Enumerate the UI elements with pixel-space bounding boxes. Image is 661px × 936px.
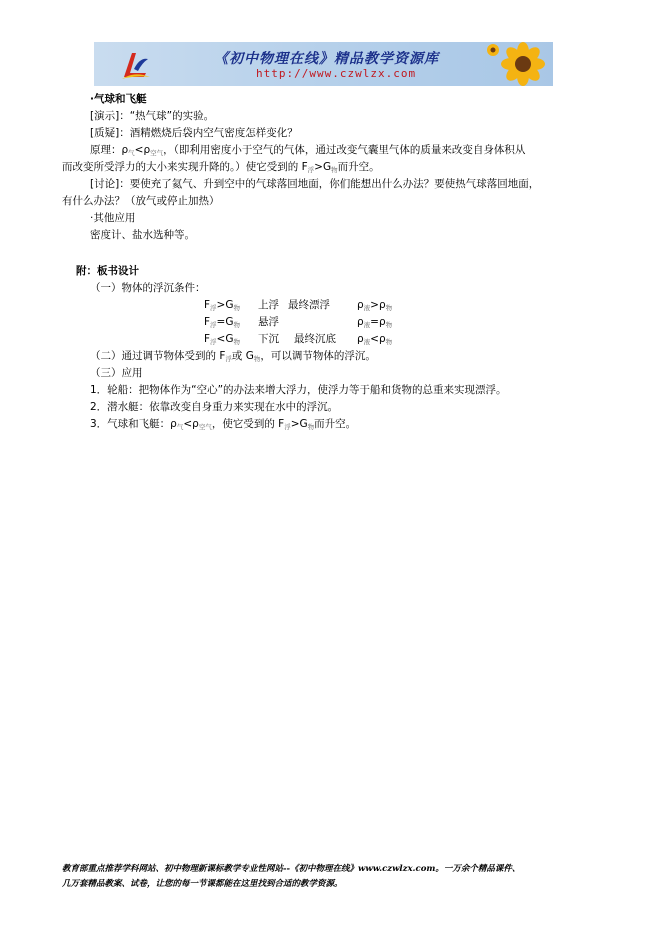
text-demo: [演示]：“热气球”的实验。 <box>90 110 215 122</box>
footer-line-1: 教育部重点推荐学科网站、初中物理新课标教学专业性网站--《初中物理在线》www.czwlzx.com。一万余个精品课件、 <box>62 864 521 874</box>
text-adjust-float: （二）通过调节物体受到的 $F_浮$或 $G_物$，可以调节物体的浮沉。 <box>90 350 376 363</box>
text-ship: 1．轮船：把物体作为“空心”的办法来增大浮力，使浮力等于船和货物的总重来实现漂浮。 <box>90 384 507 396</box>
banner-title: 《初中物理在线》精品教学资源库 <box>214 51 439 67</box>
sunflower-icon <box>483 42 551 86</box>
banner-url: http://www.czwlzx.com <box>256 67 417 80</box>
logo-icon <box>118 47 152 81</box>
footer-line-2: 几万套精品教案、试卷，让您的每一节课都能在这里找到合适的教学资源。 <box>62 879 343 889</box>
text-discussion-cont: 有什么办法？（放气或停止加热） <box>62 195 220 207</box>
text-balloon-airship: 3．气球和飞艇：$\rho_气<\rho_{空气}$，使它受到的 $F_浮>G_物$而升空。 <box>90 418 357 431</box>
text-float-conditions: （一）物体的浮沉条件： <box>90 282 206 294</box>
condition-row-1: $F_浮>G_物$ <box>204 299 240 312</box>
text-submarine: 2．潜水艇：依靠改变自身重力来实现在水中的浮沉。 <box>90 401 339 413</box>
text-discussion: [讨论]：要使充了氦气、升到空中的气球落回地面，你们能想出什么办法？要使热气球落回地面， <box>90 178 540 190</box>
section-heading-other: ·其他应用 <box>90 212 136 224</box>
text-principle: 原理：$\rho_气<\rho_{空气}$，（即利用密度小于空气的气体，通过改变气囊里气体的质量来改变自身体积从 <box>90 144 526 157</box>
header-banner <box>94 42 553 86</box>
text-other-apps: 密度计、盐水选种等。 <box>90 229 195 241</box>
text-question: [质疑]：酒精燃烧后袋内空气密度怎样变化？ <box>90 127 298 139</box>
text-principle-cont: 而改变所受浮力的大小来实现升降的。）使它受到的 $F_浮>G_物$而升空。 <box>62 161 380 174</box>
section-heading-board: 附：板书设计 <box>76 265 139 277</box>
condition-row-3: $F_浮<G_物$ <box>204 333 240 346</box>
page-footer <box>62 862 602 892</box>
section-heading-balloon: ·气球和飞艇 <box>90 93 147 105</box>
text-applications: （三）应用 <box>90 367 143 379</box>
condition-row-2: $F_浮=G_物$ <box>204 316 240 329</box>
